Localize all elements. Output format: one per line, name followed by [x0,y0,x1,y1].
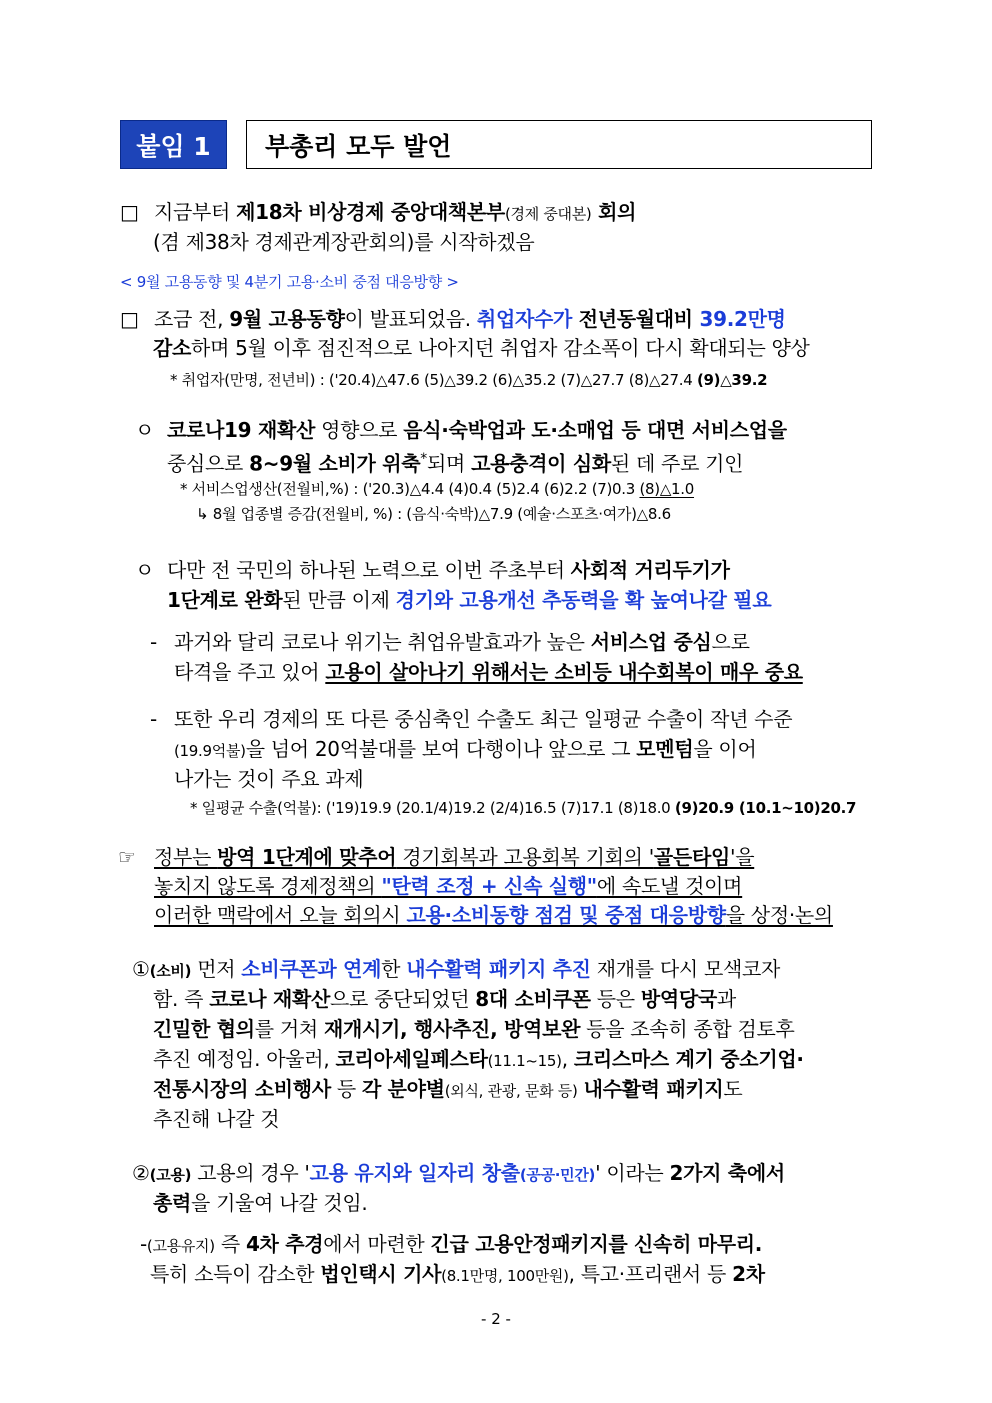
paragraph-government-policy-line3: 이러한 맥락에서 오늘 회의시 고용·소비동향 점검 및 중점 대응방향을 상정·논의 [154,903,833,927]
paragraph-distancing-line2: 1단계로 완화된 만큼 이제 경기와 고용개선 추동력을 확 높여나갈 필요 [167,588,772,612]
page-number: - 2 - [481,1310,511,1328]
square-bullet-icon: □ [120,200,139,224]
paragraph-consumption: ①(소비) 먼저 소비쿠폰과 연계한 내수활력 패키지 추진 재개를 다시 모색코자 [132,957,781,981]
section-title: < 9월 고용동향 및 4분기 고용·소비 중점 대응방향 > [120,273,459,291]
circle-bullet-icon: ㅇ [135,558,155,582]
dash-bullet: - [140,1232,147,1256]
note-industry-change: ↳ 8월 업종별 증감(전월비, %) : (음식·숙박)△7.9 (예술·스포츠·여가)△8.6 [196,505,671,523]
item-number: ② [132,1161,150,1185]
page-title: 부총리 모두 발언 [246,120,872,169]
paragraph-consumption-line3: 긴밀한 협의를 거쳐 재개시기, 행사추진, 방역보완 등을 조속히 종합 검토후 [153,1017,795,1041]
paragraph-employment-line2: 감소하며 5월 이후 점진적으로 나아지던 취업자 감소폭이 다시 확대되는 양상 [153,336,810,360]
paragraph-meeting-start-line2: (겸 제38차 경제관계장관회의)를 시작하겠음 [153,230,535,254]
paragraph-consumption-line4: 추진 예정임. 아울러, 코리아세일페스타(11.1~15), 크리스마스 계기 중소기업· [153,1047,804,1071]
paragraph-service-sector: - 과거와 달리 코로나 위기는 취업유발효과가 높은 서비스업 중심으로 [150,630,750,654]
dash-bullet: - [150,707,157,731]
paragraph-exports-line2: (19.9억불)을 넘어 20억불대를 보여 다행이나 앞으로 그 모멘텀을 이어 [174,737,757,761]
paragraph-employment: □ 조금 전, 9월 고용동향이 발표되었음. 취업자수가 전년동월대비 39.2만명 [120,307,786,331]
paragraph-distancing: ㅇ 다만 전 국민의 하나된 노력으로 이번 주초부터 사회적 거리두기가 [135,558,730,582]
dash-bullet: - [150,630,157,654]
paragraph-government-policy: ☞ 정부는 방역 1단계에 맞추어 경기회복과 고용회복 기회의 '골든타임'을 [118,845,755,869]
paragraph-consumption-line2: 함. 즉 코로나 재확산으로 중단되었던 8대 소비쿠폰 등은 방역당국과 [153,987,736,1011]
paragraph-consumption-line5: 전통시장의 소비행사 등 각 분야별(외식, 관광, 문화 등) 내수활력 패키지도 [153,1077,743,1101]
paragraph-exports: - 또한 우리 경제의 또 다른 중심축인 수출도 최근 일평균 수출이 작년 수준 [150,707,793,731]
appendix-tag: 붙임 1 [120,120,227,169]
note-daily-exports: * 일평균 수출(억불): ('19)19.9 (20.1/4)19.2 (2/4)16.5 (7)17.1 (8)18.0 (9)20.9 (10.1~10)20.7 [190,799,857,817]
paragraph-employment-policy: ②(고용) 고용의 경우 '고용 유지와 일자리 창출(공공·민간)' 이라는 2가지 축에서 [132,1161,785,1185]
paragraph-job-retention-line2: 특히 소득이 감소한 법인택시 기사(8.1만명, 100만원), 특고·프리랜서 등 2차 [150,1262,765,1286]
note-service-production: * 서비스업생산(전월비,%) : ('20.3)△4.4 (4)0.4 (5)2.4 (6)2.2 (7)0.3 (8)△1.0 [180,480,695,498]
paragraph-exports-line3: 나가는 것이 주요 과제 [174,767,364,791]
circle-bullet-icon: ㅇ [135,418,155,442]
paragraph-service-sector-line2: 타격을 주고 있어 고용이 살아나기 위해서는 소비등 내수회복이 매우 중요 [174,660,803,684]
paragraph-covid-impact: ㅇ 코로나19 재확산 영향으로 음식·숙박업과 도·소매업 등 대면 서비스업을 [135,418,787,442]
item-number: ① [132,957,150,981]
pointing-hand-icon: ☞ [118,845,136,869]
note-employment: * 취업자(만명, 전년비) : ('20.4)△47.6 (5)△39.2 (6)△35.2 (7)△27.7 (8)△27.4 (9)△39.2 [170,371,768,389]
paragraph-covid-impact-line2: 중심으로 8~9월 소비가 위축*되며 고용충격이 심화된 데 주로 기인 [167,451,744,476]
paragraph-government-policy-line2: 놓치지 않도록 경제정책의 "탄력 조정 + 신속 실행"에 속도낼 것이며 [154,874,743,898]
paragraph-employment-policy-line2: 총력을 기울여 나갈 것임. [153,1191,368,1215]
paragraph-meeting-start: □ 지금부터 제18차 비상경제 중앙대책본부(경제 중대본) 회의 [120,200,637,224]
paragraph-consumption-line6: 추진해 나갈 것 [153,1107,280,1131]
paragraph-job-retention: -(고용유지) 즉 4차 추경에서 마련한 긴급 고용안정패키지를 신속히 마무리. [140,1232,763,1256]
square-bullet-icon: □ [120,307,139,331]
